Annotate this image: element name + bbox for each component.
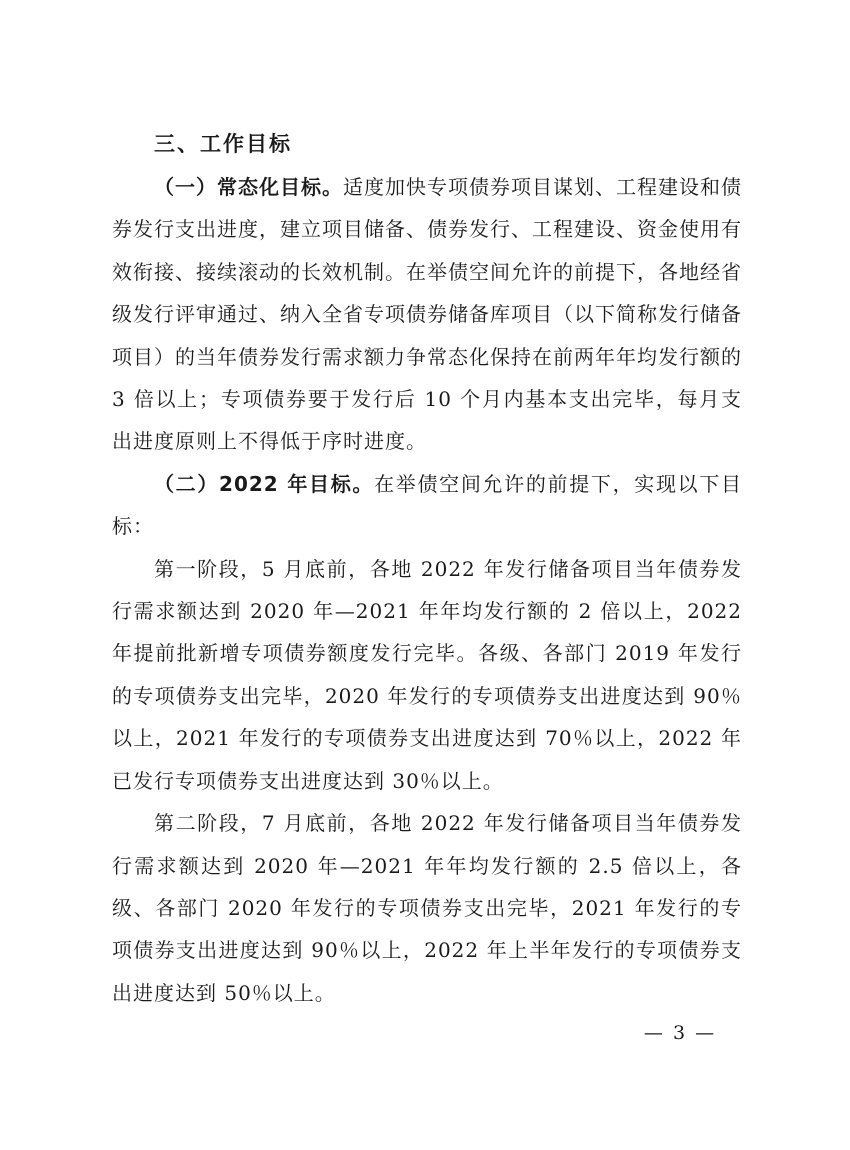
paragraph-text: 在举债空间允许的前提下，实现以下目标： (112, 471, 742, 539)
document-page (112, 122, 742, 1014)
paragraph-text: 第一阶段，5 月底前，各地 2022 年发行储备项目当年债券发行需求额达到 2020 年—2021 年年均发行额的 2 倍以上，2022 年提前批新增专项债券额度发行完毕。各级、各部门 2019 年发行的专项债券支出完毕，2020 年发行的专项债券支出进度达到 90％以上，2021 年发行的专项债券支出进度达到 70％以上，2022 年已发行专项债券支出进度达到 30％以上。 (112, 556, 742, 793)
paragraph-normalization-goal (112, 166, 742, 463)
paragraph-text: 第二阶段，7 月底前，各地 2022 年发行储备项目当年债券发行需求额达到 2020 年—2021 年年均发行额的 2.5 倍以上，各级、各部门 2020 年发行的专项债券支出完毕，2021 年发行的专项债券支出进度达到 90％以上，2022 年上半年发行的专项债券支出进度达到 50％以上。 (112, 811, 742, 1005)
page-number: — 3 — (643, 1022, 717, 1044)
paragraph-2022-goal (112, 463, 742, 548)
section-heading: 三、工作目标 (154, 132, 292, 156)
paragraph-stage-two (112, 802, 742, 1014)
paragraph-lead: （一）常态化目标。 (154, 175, 343, 199)
paragraph-lead: （二）2022 年目标。 (154, 471, 375, 496)
paragraph-stage-one (112, 548, 742, 802)
paragraph-text: 适度加快专项债券项目谋划、工程建设和债券发行支出进度，建立项目储备、债券发行、工程建设、资金使用有效衔接、接续滚动的长效机制。在举债空间允许的前提下，各地经省级发行评审通过、纳入全省专项债券储备库项目（以下简称发行储备项目）的当年债券发行需求额力争常态化保持在前两年年均发行额的 3 倍以上；专项债券要于发行后 10 个月内基本支出完毕，每月支出进度原则上不得低于序时进度。 (112, 175, 742, 454)
